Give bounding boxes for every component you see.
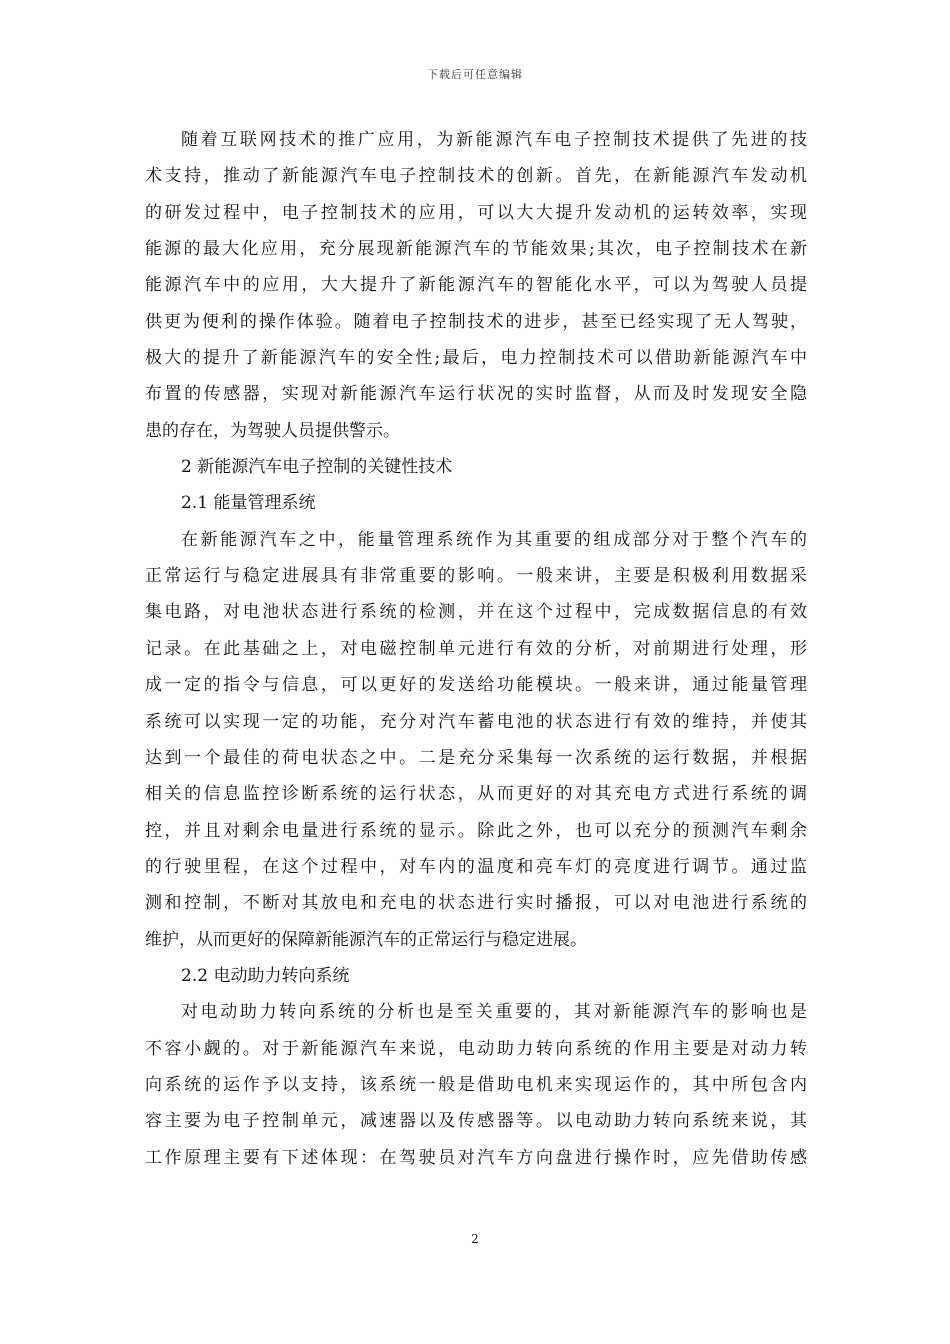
text-line: 不容小觑的。对于新能源汽车来说，电动助力转向系统的作用主要是对动力转 [145, 1038, 807, 1059]
text-line: 工作原理主要有下述体现：在驾驶员对汽车方向盘进行操作时，应先借助传感 [145, 1147, 807, 1168]
text-line: 术支持，推动了新能源汽车电子控制技术的创新。首先，在新能源汽车发动机 [145, 166, 807, 187]
text-line: 能源的最大化应用，充分展现新能源汽车的节能效果;其次，电子控制技术在新 [145, 239, 807, 260]
text-line: 随着互联网技术的推广应用，为新能源汽车电子控制技术提供了先进的技 [181, 130, 807, 150]
paragraph-power-steering [145, 994, 807, 1176]
page-number: 2 [471, 1232, 479, 1246]
text-line: 在新能源汽车之中，能量管理系统作为其重要的组成部分对于整个汽车的 [181, 529, 807, 550]
text-line: 系统可以实现一定的功能，充分对汽车蓄电池的状态进行有效的维持，并使其 [145, 711, 807, 732]
text-line: 供更为便利的操作体验。随着电子控制技术的进步，甚至已经实现了无人驾驶， [145, 311, 807, 332]
text-line: 控，并且对剩余电量进行系统的显示。除此之外，也可以充分的预测汽车剩余 [145, 820, 807, 841]
section-heading-2-1: 2.1 能量管理系统 [181, 493, 316, 514]
text-line: 的行驶里程，在这个过程中，对车内的温度和亮车灯的亮度进行调节。通过监 [145, 856, 807, 877]
text-line: 对电动助力转向系统的分析也是至关重要的，其对新能源汽车的影响也是 [181, 1002, 807, 1023]
text-line: 集电路，对电池状态进行系统的检测，并在这个过程中，完成数据信息的有效 [145, 602, 807, 623]
text-line: 容主要为电子控制单元，减速器以及传感器等。以电动助力转向系统来说，其 [145, 1111, 807, 1132]
document-body [145, 122, 807, 1176]
paragraph-energy-management [145, 522, 807, 958]
text-line: 相关的信息监控诊断系统的运行状态，从而更好的对其充电方式进行系统的调 [145, 784, 807, 805]
text-line: 维护，从而更好的保障新能源汽车的正常运行与稳定进展。 [145, 929, 587, 950]
section-heading-2-2: 2.2 电动助力转向系统 [181, 965, 350, 986]
text-line: 测和控制，不断对其放电和充电的状态进行实时播报，可以对电池进行系统的 [145, 893, 807, 914]
text-line: 达到一个最佳的荷电状态之中。二是充分采集每一次系统的运行数据，并根据 [145, 747, 807, 768]
text-line: 的研发过程中，电子控制技术的应用，可以大大提升发动机的运转效率，实现 [145, 202, 807, 223]
section-heading-2: 2 新能源汽车电子控制的关键性技术 [181, 457, 453, 478]
text-line: 能源汽车中的应用，大大提升了新能源汽车的智能化水平，可以为驾驶人员提 [145, 275, 807, 296]
text-line: 布置的传感器，实现对新能源汽车运行状况的实时监督，从而及时发现安全隐 [145, 384, 807, 405]
text-line: 正常运行与稳定进展具有非常重要的影响。一般来讲，主要是积极利用数据采 [145, 566, 807, 587]
paragraph-electronic-control-overview [145, 122, 807, 449]
text-line: 成一定的指令与信息，可以更好的发送给功能模块。一般来讲，通过能量管理 [145, 675, 807, 696]
text-line: 极大的提升了新能源汽车的安全性;最后，电力控制技术可以借助新能源汽车中 [145, 348, 807, 369]
page-header: 下载后可任意编辑 [427, 68, 523, 81]
text-line: 向系统的运作予以支持，该系统一般是借助电机来实现运作的，其中所包含内 [145, 1074, 807, 1095]
text-line: 记录。在此基础之上，对电磁控制单元进行有效的分析，对前期进行处理，形 [145, 638, 807, 659]
text-line: 患的存在，为驾驶人员提供警示。 [145, 420, 400, 441]
